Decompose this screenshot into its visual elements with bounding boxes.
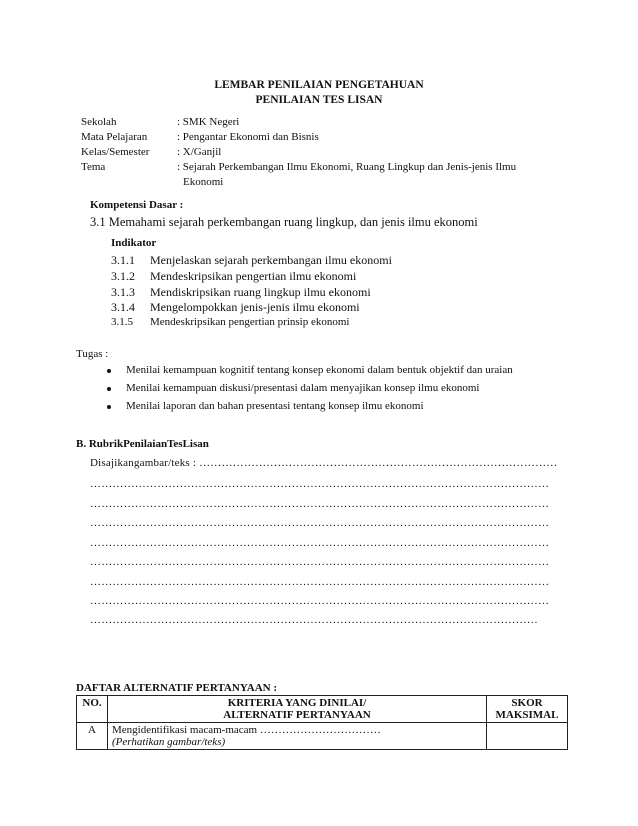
table-row — [77, 723, 568, 750]
indikator-no: 3.1.5 — [111, 316, 133, 328]
col-kriteria-line2: ALTERNATIF PERTANYAAN — [223, 709, 371, 721]
bullet-icon — [107, 369, 111, 373]
indikator-no: 3.1.3 — [111, 285, 135, 299]
row-note: (Perhatikan gambar/teks) — [112, 736, 226, 748]
table-header-row — [77, 696, 568, 723]
bullet-icon — [107, 405, 111, 409]
indikator-text: Mendiskripsikan ruang lingkup ilmu ekonomi — [150, 285, 371, 299]
indikator-text: Mendeskripsikan pengertian prinsip ekonomi — [150, 316, 350, 328]
daftar-heading: DAFTAR ALTERNATIF PERTANYAAN : — [76, 682, 277, 694]
indikator-text: Mendeskripsikan pengertian ilmu ekonomi — [150, 269, 357, 283]
value-mapel: : Pengantar Ekonomi dan Bisnis — [177, 131, 319, 143]
kompetensi-dasar: 3.1 Memahami sejarah perkembangan ruang lingkup, dan jenis ilmu ekonomi — [90, 215, 478, 229]
kompetensi-label: Kompetensi Dasar : — [90, 199, 184, 211]
answer-line: …………………………………………………………………………………………………………… — [90, 498, 550, 510]
row-kriteria — [108, 723, 487, 750]
disajikan-line: Disajikangambar/teks : …………………………………………………………………………………… — [90, 457, 558, 469]
label-sekolah: Sekolah — [81, 116, 117, 128]
tugas-item: Menilai kemampuan kognitif tentang konsep ekonomi dalam bentuk objektif dan uraian — [126, 364, 513, 376]
row-no: A — [77, 723, 108, 750]
col-skor-header — [487, 696, 568, 723]
col-no-header: NO. — [77, 696, 108, 723]
indikator-no: 3.1.4 — [111, 300, 135, 314]
tugas-label: Tugas : — [76, 348, 109, 360]
col-kriteria-header — [108, 696, 487, 723]
answer-line: …………………………………………………………………………………………………………… — [90, 556, 550, 568]
value-kelas: : X/Ganjil — [177, 146, 222, 158]
answer-line: …………………………………………………………………………………………………………… — [90, 478, 550, 490]
doc-subtitle: PENILAIAN TES LISAN — [255, 94, 383, 106]
answer-line: …………………………………………………………………………………………………………… — [90, 576, 550, 588]
tugas-item: Menilai kemampuan diskusi/presentasi dalam menyajikan konsep ilmu ekonomi — [126, 382, 480, 394]
indikator-text: Mengelompokkan jenis-jenis ilmu ekonomi — [150, 300, 360, 314]
col-skor-line1: SKOR — [511, 697, 543, 709]
answer-line-last: ………………………………………………………………………………………………………… — [90, 614, 538, 626]
tugas-item: Menilai laporan dan bahan presentasi tentang konsep ilmu ekonomi — [126, 400, 424, 412]
label-kelas: Kelas/Semester — [81, 146, 150, 158]
answer-line: …………………………………………………………………………………………………………… — [90, 517, 550, 529]
indikator-no: 3.1.1 — [111, 253, 135, 267]
answer-line: …………………………………………………………………………………………………………… — [90, 595, 550, 607]
answer-line: …………………………………………………………………………………………………………… — [90, 537, 550, 549]
indikator-text: Menjelaskan sejarah perkembangan ilmu ekonomi — [150, 253, 392, 267]
label-mapel: Mata Pelajaran — [81, 131, 148, 143]
bullet-icon — [107, 387, 111, 391]
indikator-no: 3.1.2 — [111, 269, 135, 283]
rubrik-heading: B. RubrikPenilaianTesLisan — [76, 438, 209, 450]
label-tema: Tema — [81, 161, 106, 173]
value-sekolah: : SMK Negeri — [177, 116, 240, 128]
row-skor — [487, 723, 568, 750]
row-question: Mengidentifikasi macam-macam …………………………… — [112, 724, 381, 736]
value-tema-cont: Ekonomi — [183, 176, 224, 188]
question-table — [76, 695, 568, 750]
doc-title: LEMBAR PENILAIAN PENGETAHUAN — [214, 79, 424, 91]
indikator-label: Indikator — [111, 237, 157, 249]
value-tema: : Sejarah Perkembangan Ilmu Ekonomi, Ruang Lingkup dan Jenis-jenis Ilmu — [177, 161, 517, 173]
col-kriteria-line1: KRITERIA YANG DINILAI/ — [227, 697, 367, 709]
col-skor-line2: MAKSIMAL — [495, 709, 559, 721]
